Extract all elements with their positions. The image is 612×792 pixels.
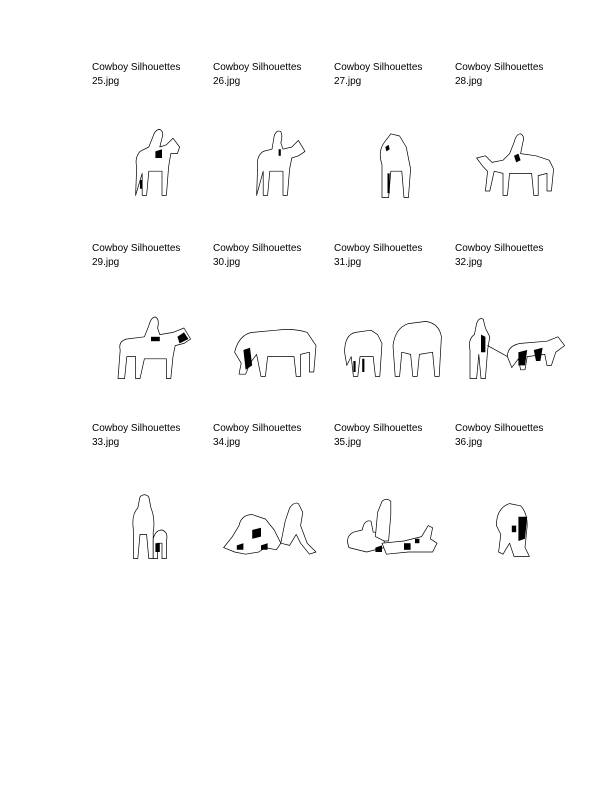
thumbnail-card[interactable] [213,242,331,270]
thumbnail-filename: 35.jpg [334,437,362,448]
cowboy-with-calf-icon [455,464,573,574]
thumbnail-image[interactable] [213,284,331,394]
thumbnail-card[interactable] [455,61,573,89]
thumbnail-card[interactable] [334,422,452,450]
thumbnail-card[interactable] [455,242,573,270]
thumbnail-image[interactable] [334,464,452,574]
two-horses-icon [334,284,452,394]
thumbnail-filename: 31.jpg [334,257,362,268]
thumbnail-image[interactable] [455,284,573,394]
thumbnail-image[interactable] [334,284,452,394]
thumbnail-filename: 34.jpg [213,437,241,448]
thumbnail-image[interactable] [92,464,210,574]
cowboy-on-horse-icon [92,103,210,213]
thumbnail-title: Cowboy Silhouettes [92,62,181,73]
thumbnail-title: Cowboy Silhouettes [92,423,181,434]
thumbnail-title: Cowboy Silhouettes [455,423,544,434]
thumbnail-title: Cowboy Silhouettes [455,62,544,73]
thumbnail-filename: 36.jpg [455,437,483,448]
thumbnail-title: Cowboy Silhouettes [334,243,423,254]
thumbnail-card[interactable] [92,61,210,89]
thumbnail-title: Cowboy Silhouettes [213,423,302,434]
thumbnail-filename: 33.jpg [92,437,120,448]
thumbnail-image[interactable] [455,103,573,213]
grazing-horse-icon [213,284,331,394]
thumbnail-filename: 28.jpg [455,76,483,87]
thumbnail-filename: 30.jpg [213,257,241,268]
thumbnail-filename: 32.jpg [455,257,483,268]
thumbnail-image[interactable] [92,103,210,213]
thumbnail-card[interactable] [213,61,331,89]
thumbnail-card[interactable] [334,61,452,89]
thumbnail-title: Cowboy Silhouettes [92,243,181,254]
thumbnail-title: Cowboy Silhouettes [213,62,302,73]
thumbnail-title: Cowboy Silhouettes [334,423,423,434]
standing-horse-icon [334,103,452,213]
thumbnail-image[interactable] [92,284,210,394]
thumbnail-filename: 26.jpg [213,76,241,87]
thumbnail-title: Cowboy Silhouettes [455,243,544,254]
thumbnail-card[interactable] [213,422,331,450]
thumbnail-image[interactable] [213,103,331,213]
cowboy-on-horse-icon [455,103,573,213]
cowboy-with-horse-rear-icon [92,464,210,574]
roping-calf-icon [213,464,331,574]
tying-calf-icon [334,464,452,574]
thumbnail-title: Cowboy Silhouettes [213,243,302,254]
thumbnail-image[interactable] [213,464,331,574]
thumbnail-image[interactable] [334,103,452,213]
thumbnail-image[interactable] [455,464,573,574]
thumbnail-title: Cowboy Silhouettes [334,62,423,73]
thumbnail-card[interactable] [334,242,452,270]
cowboy-on-horse-icon [92,284,210,394]
cowboy-leading-horse-icon [455,284,573,394]
thumbnail-filename: 27.jpg [334,76,362,87]
thumbnail-filename: 29.jpg [92,257,120,268]
thumbnail-filename: 25.jpg [92,76,120,87]
thumbnail-card[interactable] [92,422,210,450]
thumbnail-card[interactable] [455,422,573,450]
cowboy-on-horse-icon [213,103,331,213]
thumbnail-card[interactable] [92,242,210,270]
